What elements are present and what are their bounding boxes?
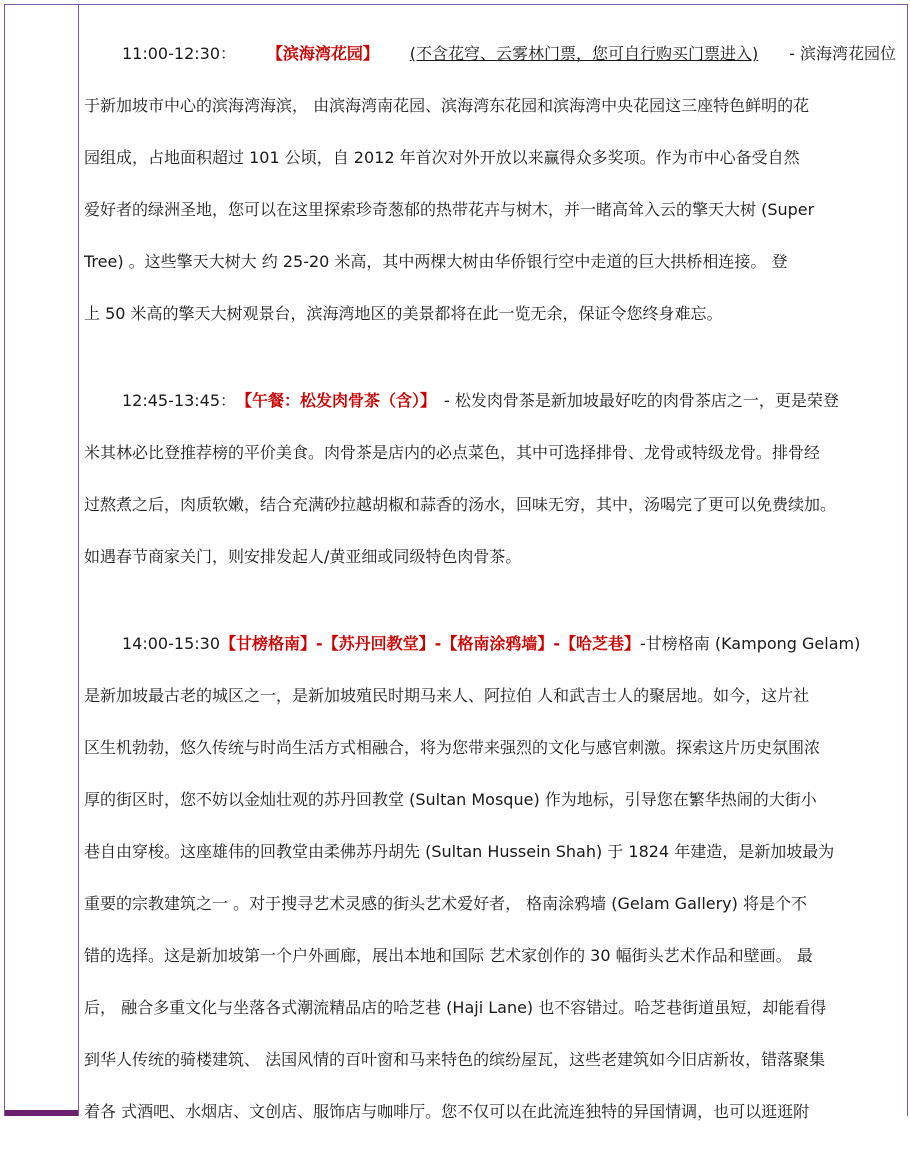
text-line: 园组成，占地面积超过 101 公顷，自 2012 年首次对外开放以来赢得众多奖项。作为市中心备受自然 <box>84 148 800 167</box>
text-line: 巷自由穿梭。这座雄伟的回教堂由柔佛苏丹胡先 (Sultan Hussein Shah) 于 1824 年建造，是新加坡最为 <box>84 842 835 861</box>
section-title: 【哈芝巷】 <box>559 634 640 653</box>
text-line: - 松发肉骨茶是新加坡最好吃的肉骨茶店之一，更是荣登 <box>444 391 839 410</box>
text-line: 爱好者的绿洲圣地，您可以在这里探索珍奇葱郁的热带花卉与树木，并一睹高耸入云的擎天大树 (Super <box>84 200 815 219</box>
text-line: 后， 融合多重文化与坐落各式潮流精品店的哈芝巷 (Haji Lane) 也不容错过。哈芝巷街道虽短，却能看得 <box>84 998 827 1017</box>
text-line: Tree) 。这些擎天大树大 约 25-20 米高，其中两棵大树由华侨银行空中走道的巨大拱桥相连接。 登 <box>84 252 788 271</box>
text-line: 如遇春节商家关门，则安排发起人/黄亚细或同级特色肉骨茶。 <box>84 547 522 566</box>
text-line: 于新加坡市中心的滨海湾海滨， 由滨海湾南花园、滨海湾东花园和滨海湾中央花园这三座特色鲜明的花 <box>84 96 810 115</box>
ticket-note: (不含花穹、云雾林门票，您可自行购买门票进入) <box>409 44 759 63</box>
document-body <box>84 28 896 1173</box>
time-range: 11:00-12:30： <box>122 44 236 63</box>
text-line: - 滨海湾花园位 <box>789 44 896 63</box>
time-range: 14:00-15:30 <box>122 634 220 653</box>
title-separator: - <box>316 634 323 653</box>
para-first-line <box>84 375 896 427</box>
time-range: 12:45-13:45： <box>122 391 236 410</box>
text-line: 厚的街区时，您不妨以金灿壮观的苏丹回教堂 (Sultan Mosque) 作为地标，引导您在繁华热闹的大街小 <box>84 790 817 809</box>
title-separator: - <box>553 634 560 653</box>
section-kampong-gelam <box>84 618 896 1138</box>
left-margin-column <box>5 5 79 1116</box>
para-first-line <box>84 618 896 670</box>
text-line: 米其林必比登推荐榜的平价美食。肉骨茶是店内的必点菜色，其中可选择排骨、龙骨或特级龙骨。排骨经 <box>84 443 821 462</box>
text-line: 错的选择。这是新加坡第一个户外画廊，展出本地和国际 艺术家创作的 30 幅街头艺术作品和壁画。 最 <box>84 946 813 965</box>
text-line: 着各 式酒吧、水烟店、文创店、服饰店与咖啡厅。您不仅可以在此流连独特的异国情调，也可以逛逛附 <box>84 1102 810 1121</box>
text-line: 区生机勃勃，悠久传统与时尚生活方式相融合，将为您带来强烈的文化与感官刺激。探索这片历史氛围浓 <box>84 738 821 757</box>
section-title: 【甘榜格南】 <box>220 634 317 653</box>
text-line: 上 50 米高的擎天大树观景台，滨海湾地区的美景都将在此一览无余，保证令您终身难忘。 <box>84 304 723 323</box>
para-first-line <box>84 28 896 80</box>
text-line: 重要的宗教建筑之一 。对于搜寻艺术灵感的街头艺术爱好者， 格南涂鸦墙 (Gelam Gallery) 将是个不 <box>84 894 807 913</box>
text-line: -甘榜格南 (Kampong Gelam) <box>639 634 861 653</box>
section-gardens-by-the-bay <box>84 28 896 340</box>
text-line: 到华人传统的骑楼建筑、 法国风情的百叶窗和马来特色的缤纷屋瓦，这些老建筑如今旧店新妆，错落聚集 <box>84 1050 826 1069</box>
title-separator: - <box>434 634 442 653</box>
text-line: 是新加坡最古老的城区之一，是新加坡殖民时期马来人、阿拉伯 人和武吉士人的聚居地。如今，这片社 <box>84 686 810 705</box>
section-title: 【苏丹回教堂】 <box>322 634 435 653</box>
text-line: 过熬煮之后，肉质软嫩，结合充满砂拉越胡椒和蒜香的汤水，回味无穷，其中，汤喝完了更可以免费续加。 <box>84 495 837 514</box>
section-title: 【滨海湾花园】 <box>266 44 379 63</box>
section-lunch <box>84 375 896 583</box>
purple-marker <box>5 1110 78 1116</box>
section-title: 【格南涂鸦墙】 <box>441 634 554 653</box>
section-title: 【午餐：松发肉骨茶（含）】 <box>236 391 437 410</box>
